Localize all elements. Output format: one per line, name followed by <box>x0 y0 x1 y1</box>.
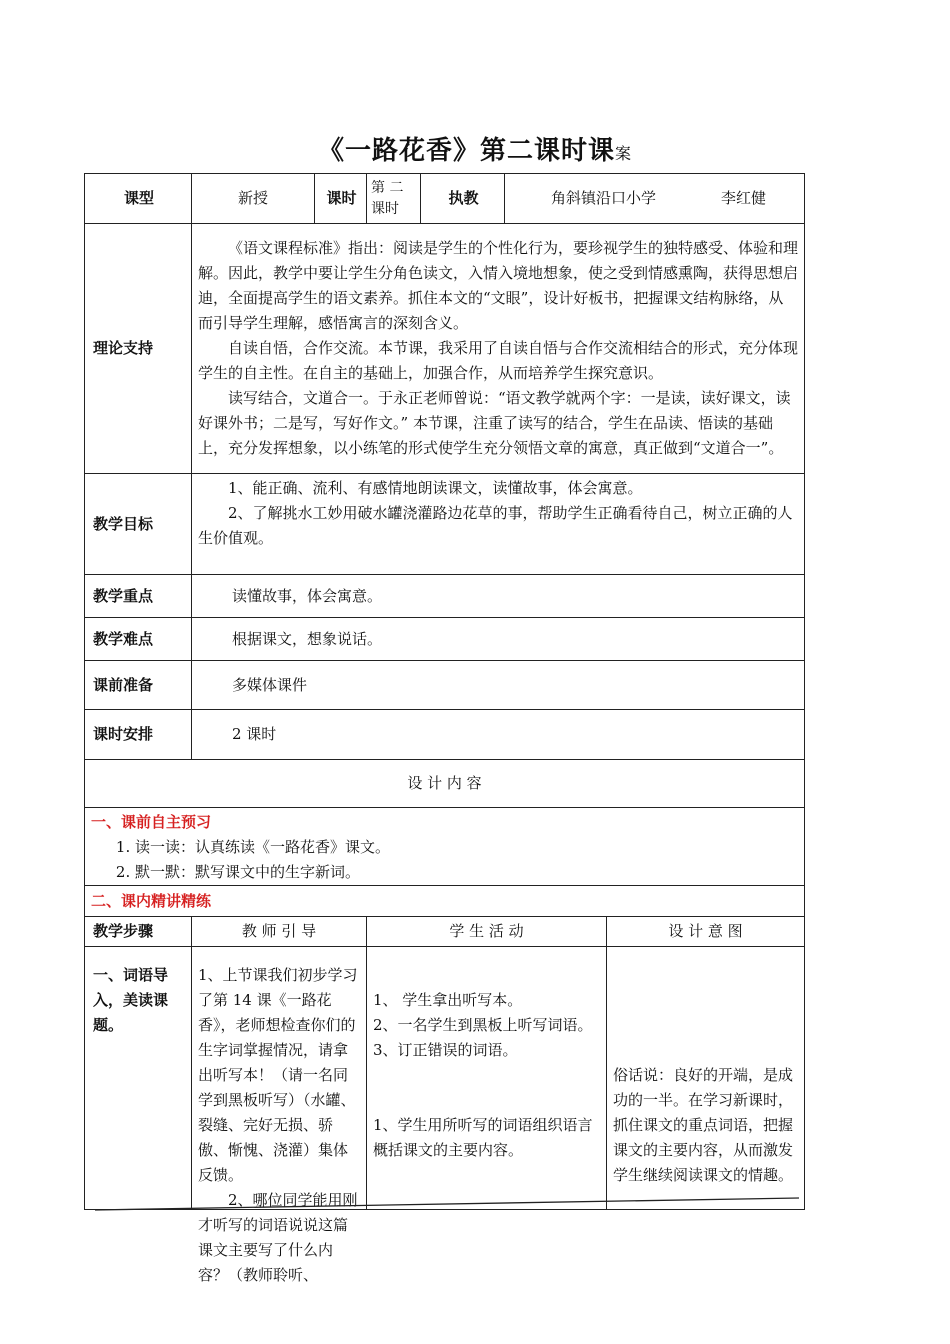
goal-1: 1、能正确、流利、有感情地朗读课文，读懂故事，体会寓意。 <box>228 479 643 497</box>
step-col-header: 教学步骤 <box>85 917 192 947</box>
theory-row <box>85 224 805 474</box>
section2-title: 二、课内精讲精练 <box>85 886 805 917</box>
header-row <box>85 174 805 224</box>
type-value: 新授 <box>192 174 315 224</box>
steps-header-row <box>85 917 805 947</box>
step1-teacher-p2: 2、哪位同学能用刚才听写的词语说说这篇课文主要写了什么内容？（教师聆听、 <box>198 1191 358 1284</box>
step1-student-cell <box>367 947 607 1210</box>
period-value: 第 二 课时 <box>367 174 421 224</box>
student-activity-3: 3、订正错误的词语。 <box>373 1041 518 1059</box>
preview-item-1: 1. 读一读：认真练读《一路花香》课文。 <box>135 835 798 860</box>
focus-value: 读懂故事，体会寓意。 <box>192 575 805 618</box>
goals-label: 教学目标 <box>85 474 192 575</box>
design-header-row <box>85 760 805 808</box>
school-name: 角斜镇沿口小学 <box>551 189 657 207</box>
teacher-col-header: 教 师 引 导 <box>192 917 367 947</box>
step1-teacher-cell <box>192 947 367 1284</box>
section1-cell <box>85 808 805 886</box>
theory-paragraph-2: 自读自悟，合作交流。本节课，我采用了自读自悟与合作交流相结合的形式，充分体现学生的自主性。在自主的基础上，加强合作，从而培养学生探究意识。 <box>198 339 799 382</box>
page-title <box>0 130 950 167</box>
theory-paragraph-1: 《语文课程标准》指出：阅读是学生的个性化行为，要珍视学生的独特感受、体验和理解。因此，教学中要让学生分角色读文，入情入境地想象，使之受到情感熏陶，获得思想启迪，全面提高学生的语文素养。抓住本文的“文眼”，设计好板书，把握课文结构脉络，从而引导学生理解，感悟寓言的深刻含义。 <box>198 239 799 332</box>
section2-row <box>85 886 805 917</box>
title-tail: 案 <box>615 144 633 163</box>
student-activity-2: 2、一名学生到黑板上听写词语。 <box>373 1016 593 1034</box>
student-col-header: 学 生 活 动 <box>367 917 607 947</box>
goal-2: 2、了解挑水工妙用破水罐浇灌路边花草的事，帮助学生正确看待自己，树立正确的人生价值观。 <box>198 504 793 547</box>
step1-row <box>85 947 805 1210</box>
section1-title: 一、课前自主预习 <box>91 813 212 831</box>
schedule-value: 2 课时 <box>192 710 805 760</box>
section1-row <box>85 808 805 886</box>
design-header: 设 计 内 容 <box>85 760 805 808</box>
prep-value: 多媒体课件 <box>192 661 805 710</box>
step1-name: 一、词语导入，美读课题。 <box>93 966 169 1034</box>
preview-item-2: 2. 默一默：默写课文中的生字新词。 <box>135 860 798 885</box>
focus-row <box>85 575 805 618</box>
preview-list <box>91 835 798 885</box>
schedule-row <box>85 710 805 760</box>
theory-paragraph-3: 读写结合，文道合一。于永正老师曾说：“语文教学就两个字：一是读，读好课文，读好课外书；二是写，写好作文。” 本节课，注重了读写的结合，学生在品读、悟读的基础上，充分发挥想象，以小练笔的形式使学生充分领悟文章的寓意，真正做到“文道合一”。 <box>198 389 791 457</box>
teacher-info <box>505 174 805 224</box>
step1-name-cell <box>85 947 192 1210</box>
teacher-name: 李红健 <box>721 189 767 207</box>
step1-intent: 俗话说：良好的开端，是成功的一半。在学习新课时，抓住课文的重点词语，把握课文的主要内容，从而激发学生继续阅读课文的情趣。 <box>613 1066 794 1184</box>
lesson-plan-table <box>84 173 805 1284</box>
difficulty-label: 教学难点 <box>85 618 192 661</box>
focus-label: 教学重点 <box>85 575 192 618</box>
student-activity-4: 1、学生用所听写的词语组织语言概括课文的主要内容。 <box>373 1116 593 1159</box>
title-main: 《一路花香》第二课时课 <box>317 136 615 166</box>
type-label: 课型 <box>85 174 192 224</box>
schedule-label: 课时安排 <box>85 710 192 760</box>
difficulty-value: 根据课文，想象说话。 <box>192 618 805 661</box>
step1-intent-cell <box>607 947 805 1210</box>
intent-col-header: 设 计 意 图 <box>607 917 805 947</box>
page-cut-line <box>95 1197 801 1211</box>
period-label: 课时 <box>315 174 367 224</box>
prep-label: 课前准备 <box>85 661 192 710</box>
goals-content <box>192 474 805 575</box>
difficulty-row <box>85 618 805 661</box>
theory-label: 理论支持 <box>85 224 192 474</box>
prep-row <box>85 661 805 710</box>
goals-row <box>85 474 805 575</box>
step1-teacher-p1: 1、上节课我们初步学习了第 14 课《一路花香》，老师想检查你们的生字词掌握情况，请拿出听写本！（请一名同学到黑板听写）（水罐、裂缝、完好无损、骄傲、惭愧、浇灌）集体反馈。 <box>198 966 358 1184</box>
student-activity-1: 1、 学生拿出听写本。 <box>373 991 523 1009</box>
teacher-label: 执教 <box>421 174 505 224</box>
theory-content <box>192 224 805 474</box>
